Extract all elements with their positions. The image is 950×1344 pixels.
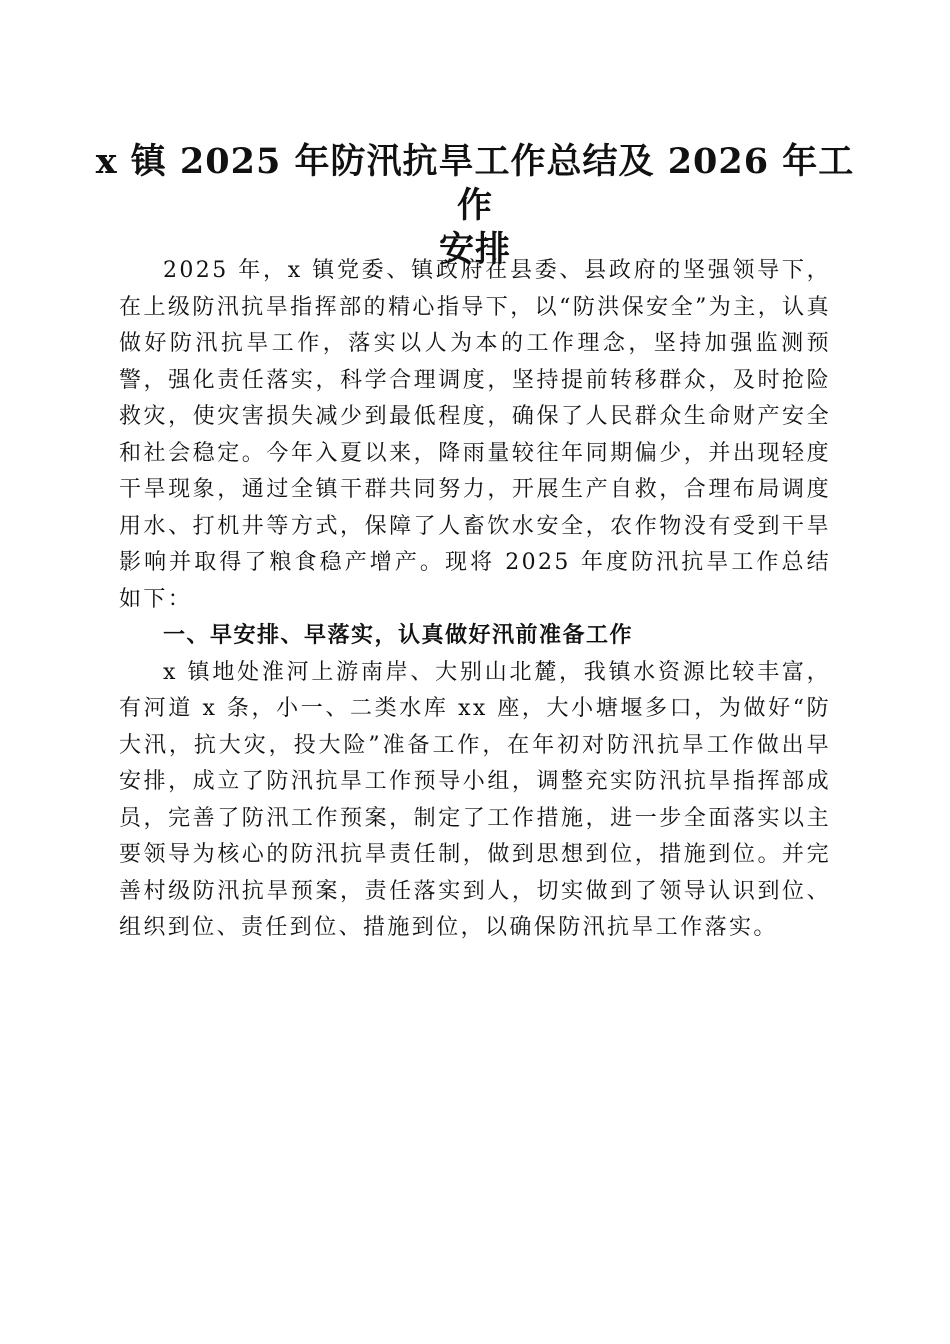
paragraph-intro: 2025 年，x 镇党委、镇政府在县委、县政府的坚强领导下，在上级防汛抗旱指挥部的精心指导下，以“防洪保安全”为主，认真做好防汛抗旱工作，落实以人为本的工作理念，坚持加强监测预警，强化责任落实，科学合理调度，坚持提前转移群众，及时抢险救灾，使灾害损失减少到最低程度，确保了人民群众生命财产安全和社会稳定。今年入夏以来，降雨量较往年同期偏少，并出现轻度干旱现象，通过全镇干群共同努力，开展生产自救，合理布局调度用水、打机井等方式，保障了人畜饮水安全，农作物没有受到干旱影响并取得了粮食稳产增产。现将 2025 年度防汛抗旱工作总结如下：: [119, 258, 831, 612]
title-line-2: 安排: [438, 229, 511, 270]
title-line-1: x 镇 2025 年防汛抗旱工作总结及 2026 年工作: [95, 141, 855, 226]
document-body: [119, 253, 831, 947]
section-heading-1: 一、早安排、早落实，认真做好汛前准备工作: [163, 623, 634, 648]
paragraph-section-1: x 镇地处淮河上游南岸、大别山北麓，我镇水资源比较丰富，有河道 x 条，小一、二类水库 xx 座，大小塘堰多口，为做好“防大汛，抗大灾，投大险”准备工作，在年初对防汛抗旱工作做出早安排，成立了防汛抗旱工作预导小组，调整充实防汛抗旱指挥部成员，完善了防汛工作预案，制定了工作措施，进一步全面落实以主要领导为核心的防汛抗旱责任制，做到思想到位，措施到位。并完善村级防汛抗旱预案，责任落实到人，切实做到了领导认识到位、组织到位、责任到位、措施到位，以确保防汛抗旱工作落实。: [119, 659, 831, 940]
